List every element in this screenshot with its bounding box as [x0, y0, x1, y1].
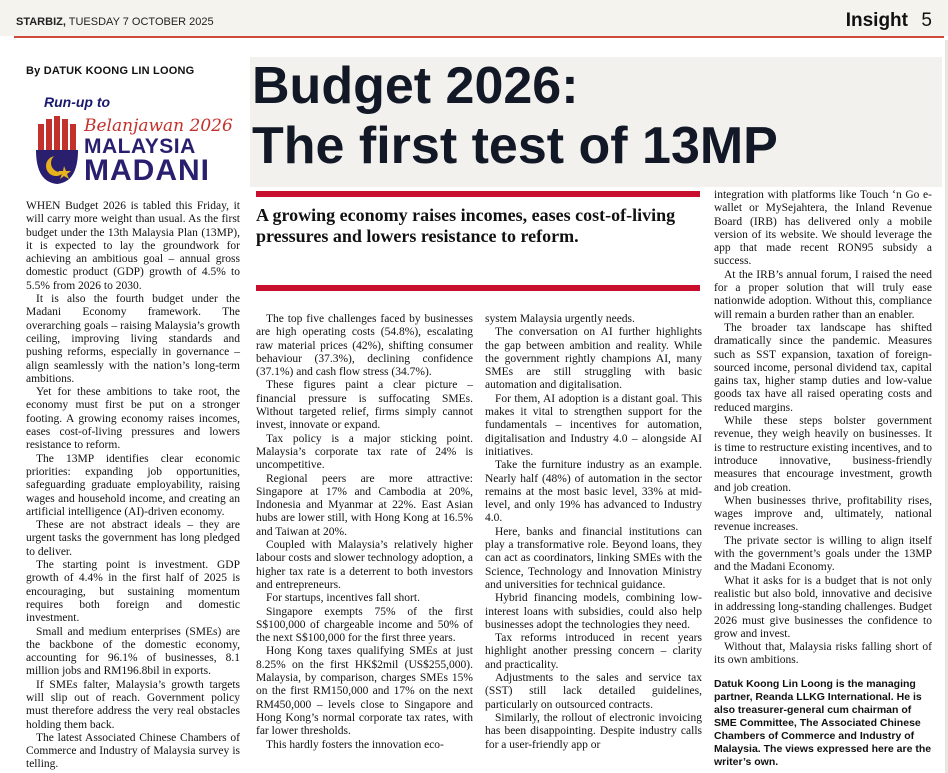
paragraph: For startups, incentives fall short.	[266, 592, 420, 605]
paragraph: The conversation on AI further highlights the gap between ambition and reality. While the government rightly champions AI, many SMEs are still struggling with basic automation and digitalisation.	[485, 326, 702, 392]
publication-name: STARBIZ,	[16, 16, 66, 28]
issue-date: TUESDAY 7 OCTOBER 2025	[68, 16, 214, 28]
paragraph: The latest Associated Chinese Chambers of Commerce and Industry of Malaysia survey is telling.	[26, 731, 240, 771]
paragraph: Similarly, the rollout of electronic invoicing has been disappointing. Despite industry calls for a user-friendly app or	[485, 711, 702, 751]
body-column-4	[714, 189, 932, 769]
paragraph: system Malaysia urgently needs.	[485, 313, 635, 325]
paragraph: If SMEs falter, Malaysia’s growth targets will slip out of reach. Government policy must therefore address the very real obstacles holding them back.	[26, 678, 240, 731]
logo-script-text: Belanjawan 2026	[84, 116, 233, 136]
belanjawan-logo	[34, 114, 233, 187]
paragraph: Tax policy is a major sticking point. Malaysia’s corporate tax rate of 24% is uncompetitive.	[256, 432, 473, 472]
deck-top-rule	[256, 191, 700, 197]
paragraph: These figures paint a clear picture – financial pressure is suffocating SMEs. Without targeted relief, firms simply cannot invest, innovate or expand.	[256, 379, 473, 432]
headline	[252, 56, 778, 176]
paragraph: The private sector is willing to align itself with the government’s goals under the 13MP and the Madani Economy.	[714, 534, 932, 574]
deck-text: A growing economy raises incomes, eases cost-of-living pressures and lowers resistance to reform.	[256, 205, 676, 246]
author-bio: Datuk Koong Lin Loong is the managing partner, Reanda LLKG International. He is also treasurer-general cum chairman of SME Committee, The Associated Chinese Chambers of Commerce and Industry of Malaysia. The views expressed here are the writer’s own.	[714, 677, 932, 768]
paragraph: The top five challenges faced by businesses are high operating costs (54.8%), escalating raw material prices (42%), shifting consumer behaviour (37.3%), declining confidence (37.1%) and cash flow stress (34.7%).	[256, 313, 473, 379]
paragraph: Coupled with Malaysia’s relatively higher labour costs and slower technology adoption, a higher tax rate is a deterrent to both investors and entrepreneurs.	[256, 539, 473, 591]
deck-bottom-rule	[256, 285, 700, 291]
paragraph: Hybrid financing models, combining low-interest loans with subsidies, could also help businesses adopt the technologies they need.	[485, 592, 702, 631]
paragraph: For them, AI adoption is a distant goal. This makes it vital to strengthen support for the fundamentals – incentives for automation, digitalisation and Industry 4.0 – alongside AI initiatives.	[485, 392, 702, 458]
paragraph: The 13MP identifies clear economic priorities: expanding job opportunities, safeguarding graduate employability, raising wages and household income, and creating an artificial intelligence (AI)-driven economy.	[26, 452, 240, 518]
issue-line	[16, 16, 214, 28]
paragraph: integration with platforms like Touch ‘n Go e-wallet or MySejahtera, the Inland Revenue Board (IRB) has delivered only a mobile version of its website. We should leverage the app that made recent RON95 subsidy a success.	[714, 189, 932, 268]
paragraph: Regional peers are more attractive: Singapore at 17% and Cambodia at 20%, Indonesia and Myanmar at 22%. East Asian hubs are lower still, with Hong Kong at 16.5% and Taiwan at 20%.	[256, 472, 473, 538]
paragraph: The broader tax landscape has shifted dramatically since the pandemic. Measures such as SST expansion, taxation of foreign-sourced income, personal dividend tax, capital gains tax, higher stamp duties and low-value goods tax have all raised operating costs and reduced margins.	[714, 321, 932, 414]
logo-line-1: MALAYSIA	[84, 135, 196, 158]
paragraph: While these steps bolster government revenue, they weigh heavily on businesses. It is time to restructure existing incentives, and to introduce innovative, business-friendly measures that encourage investment, growth and job creation.	[714, 415, 932, 494]
paragraph: This hardly fosters the innovation eco-	[266, 738, 444, 751]
paragraph: Take the furniture industry as an example. Nearly half (48%) of automation in the sector remains at the most basic level, 33% at mid-level, and only 19% has advanced to Industry 4.0.	[485, 459, 702, 525]
page-number: 5	[921, 10, 932, 31]
paragraph: At the IRB’s annual forum, I raised the need for a proper solution that will truly ease nationwide adoption. Without this, compliance will remain a burden rather than an enabler.	[714, 268, 932, 321]
paragraph: Small and medium enterprises (SMEs) are the backbone of the domestic economy, accounting for 96.1% of businesses, 8.1 million jobs and RM196.8bil in exports.	[26, 625, 240, 678]
paragraph: What it asks for is a budget that is not only realistic but also bold, innovative and decisive in addressing long-standing challenges. Budget 2026 must give businesses the confidence to grow and invest.	[714, 574, 932, 640]
paragraph: Singapore exempts 75% of the first S$100,000 of chargeable income and 50% of the next S$100,000 for the first three years.	[256, 605, 473, 645]
paragraph: Yet for these ambitions to take root, the economy must first be put on a stronger footing. A growing economy raises incomes, eases cost-of-living pressures and lowers resistance to reform.	[26, 386, 240, 452]
paragraph: Hong Kong taxes qualifying SMEs at just 8.25% on the first HK$2mil (US$255,000). Malaysia, by comparison, charges SMEs 15% on the first RM150,000 and 17% on the next RM450,000 – levels close to Singapore and Hong Kong’s normal corporate tax rates, with far lower thresholds.	[256, 645, 473, 738]
paragraph: It is also the fourth budget under the Madani Economy framework. The overarching goals – raising Malaysia’s growth ceiling, improving living standards and pushing reforms, especially in governance – align seamlessly with the nation’s long-term ambitions.	[26, 293, 240, 385]
crest-icon	[34, 116, 78, 186]
headline-line-1: Budget 2026:	[252, 57, 579, 115]
header-rule	[14, 36, 944, 38]
paragraph: Here, banks and financial institutions can play a transformative role. Beyond loans, they can act as coordinators, linking SMEs with the Science, Technology and Innovation Ministry and universities for technical guidance.	[485, 525, 702, 591]
byline: By DATUK KOONG LIN LOONG	[26, 65, 195, 77]
body-column-2	[256, 313, 473, 752]
paragraph: The starting point is investment. GDP growth of 4.4% in the first half of 2025 is encouraging, but sustaining momentum requires both foreign and domestic investment.	[26, 559, 240, 625]
runup-label: Run-up to	[44, 94, 111, 110]
paragraph: These are not abstract ideals – they are urgent tasks the government has long pledged to deliver.	[26, 519, 240, 558]
section-title: Insight	[845, 10, 908, 31]
paragraph: WHEN Budget 2026 is tabled this Friday, it will carry more weight than usual. As the first budget under the 13th Malaysia Plan (13MP), it is expected to lay the groundwork for achieving an ambitious goal – annual gross domestic product (GDP) growth of 4.5% to 5.5% from 2026 to 2030.	[26, 200, 240, 292]
paragraph: Adjustments to the sales and service tax (SST) still lack detailed guidelines, particularly on outsourced contracts.	[485, 672, 702, 711]
paragraph: Without that, Malaysia risks falling short of its own ambitions.	[714, 641, 932, 667]
logo-line-2: MADANI	[84, 154, 210, 187]
paragraph: Tax reforms introduced in recent years highlight another pressing concern – clarity and practicality.	[485, 632, 702, 671]
headline-line-2: The first test of 13MP	[252, 117, 778, 175]
paragraph: When businesses thrive, profitability rises, wages improve and, ultimately, national revenue increases.	[714, 494, 932, 534]
body-column-3	[485, 313, 702, 752]
body-column-1	[26, 200, 240, 772]
